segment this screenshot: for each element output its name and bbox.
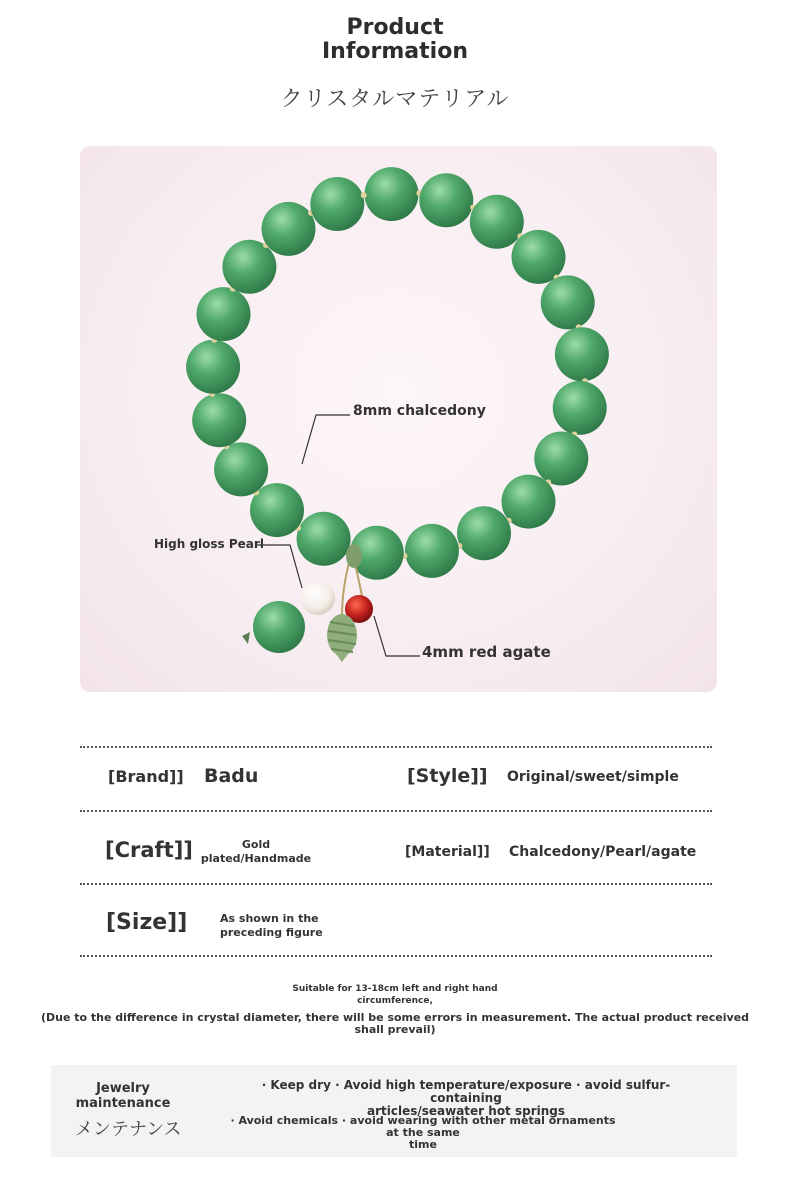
craft-value-line-1: Gold (241, 838, 271, 851)
jade-bead (555, 327, 609, 381)
tip-2-line-2: time (409, 1138, 437, 1151)
bead-ring (186, 167, 609, 580)
product-photo (80, 146, 717, 692)
jade-bead (534, 432, 588, 486)
jade-bead (457, 506, 511, 560)
pearl-bead (301, 581, 335, 615)
jade-bead (222, 240, 276, 294)
material-label: [Material]] (405, 844, 490, 860)
maintenance-label-line-1: Jewelry (96, 1081, 150, 1096)
woven-knot-icon (327, 614, 357, 662)
maintenance-label (75, 1081, 171, 1111)
maintenance-panel (51, 1065, 737, 1157)
leader-agate (374, 616, 420, 656)
tip-2-line-1: · Avoid chemicals · avoid wearing with other metal ornaments at the same (230, 1114, 616, 1139)
jade-bead (405, 524, 459, 578)
divider (80, 746, 712, 748)
fit-note (0, 983, 790, 1007)
title-line-2: Information (322, 39, 468, 64)
material-value: Chalcedony/Pearl/agate (509, 844, 697, 860)
craft-label: [Craft]] (105, 838, 193, 862)
disclaimer (0, 1012, 790, 1036)
craft-value (200, 838, 312, 866)
callout-pearl: High gloss Pearl (154, 537, 264, 551)
leader-pearl (256, 545, 302, 588)
page-subtitle: クリスタルマテリアル (280, 87, 510, 112)
size-value (220, 912, 323, 940)
page-title (0, 16, 790, 64)
jade-bead (262, 202, 316, 256)
callout-agate: 4mm red agate (422, 643, 551, 661)
maintenance-label-line-2: maintenance (75, 1096, 171, 1111)
craft-value-line-2: plated/Handmade (200, 852, 312, 865)
drop-bead (253, 601, 305, 653)
maintenance-tip-1 (251, 1079, 681, 1118)
style-label: [Style]] (407, 765, 488, 787)
size-value-line-1: As shown in the (220, 912, 319, 925)
size-value-line-2: preceding figure (220, 926, 323, 939)
jade-bead (553, 381, 607, 435)
jade-bead (419, 173, 473, 227)
leader-chalcedony (302, 415, 350, 464)
divider (80, 883, 712, 885)
knot-top (346, 544, 362, 568)
disclaimer-line-2: shall prevail) (354, 1023, 436, 1036)
jade-bead (214, 442, 268, 496)
jade-bead (365, 167, 419, 221)
size-label: [Size]] (106, 910, 188, 935)
fit-note-line-2: circumference, (357, 996, 433, 1006)
divider (80, 810, 712, 812)
brand-label: [Brand]] (108, 767, 184, 786)
jade-bead (470, 195, 524, 249)
tip-1-line-1: · Keep dry · Avoid high temperature/exposure · avoid sulfur-containing (261, 1078, 671, 1105)
jade-bead (192, 393, 246, 447)
divider (80, 955, 712, 957)
callout-chalcedony: 8mm chalcedony (353, 403, 486, 419)
jade-bead (197, 287, 251, 341)
spacer-bead (361, 192, 367, 198)
maintenance-tip-2 (223, 1115, 623, 1151)
jade-bead (310, 177, 364, 231)
jade-bead (297, 512, 351, 566)
brand-value: Badu (204, 765, 259, 787)
disclaimer-line-1: (Due to the difference in crystal diameter, there will be some errors in measurement. The actual product received (40, 1011, 750, 1024)
title-line-1: Product (346, 15, 444, 40)
tip-1-line-2: articles/seawater hot springs (366, 1104, 566, 1118)
bracelet-illustration (80, 146, 717, 692)
fit-note-line-1: Suitable for 13-18cm left and right hand (292, 984, 498, 994)
maintenance-label-jp: メンテナンス (75, 1119, 182, 1140)
jade-bead (541, 275, 595, 329)
jade-bead (186, 340, 240, 394)
drop-tip (242, 632, 250, 644)
style-value: Original/sweet/simple (507, 769, 679, 785)
